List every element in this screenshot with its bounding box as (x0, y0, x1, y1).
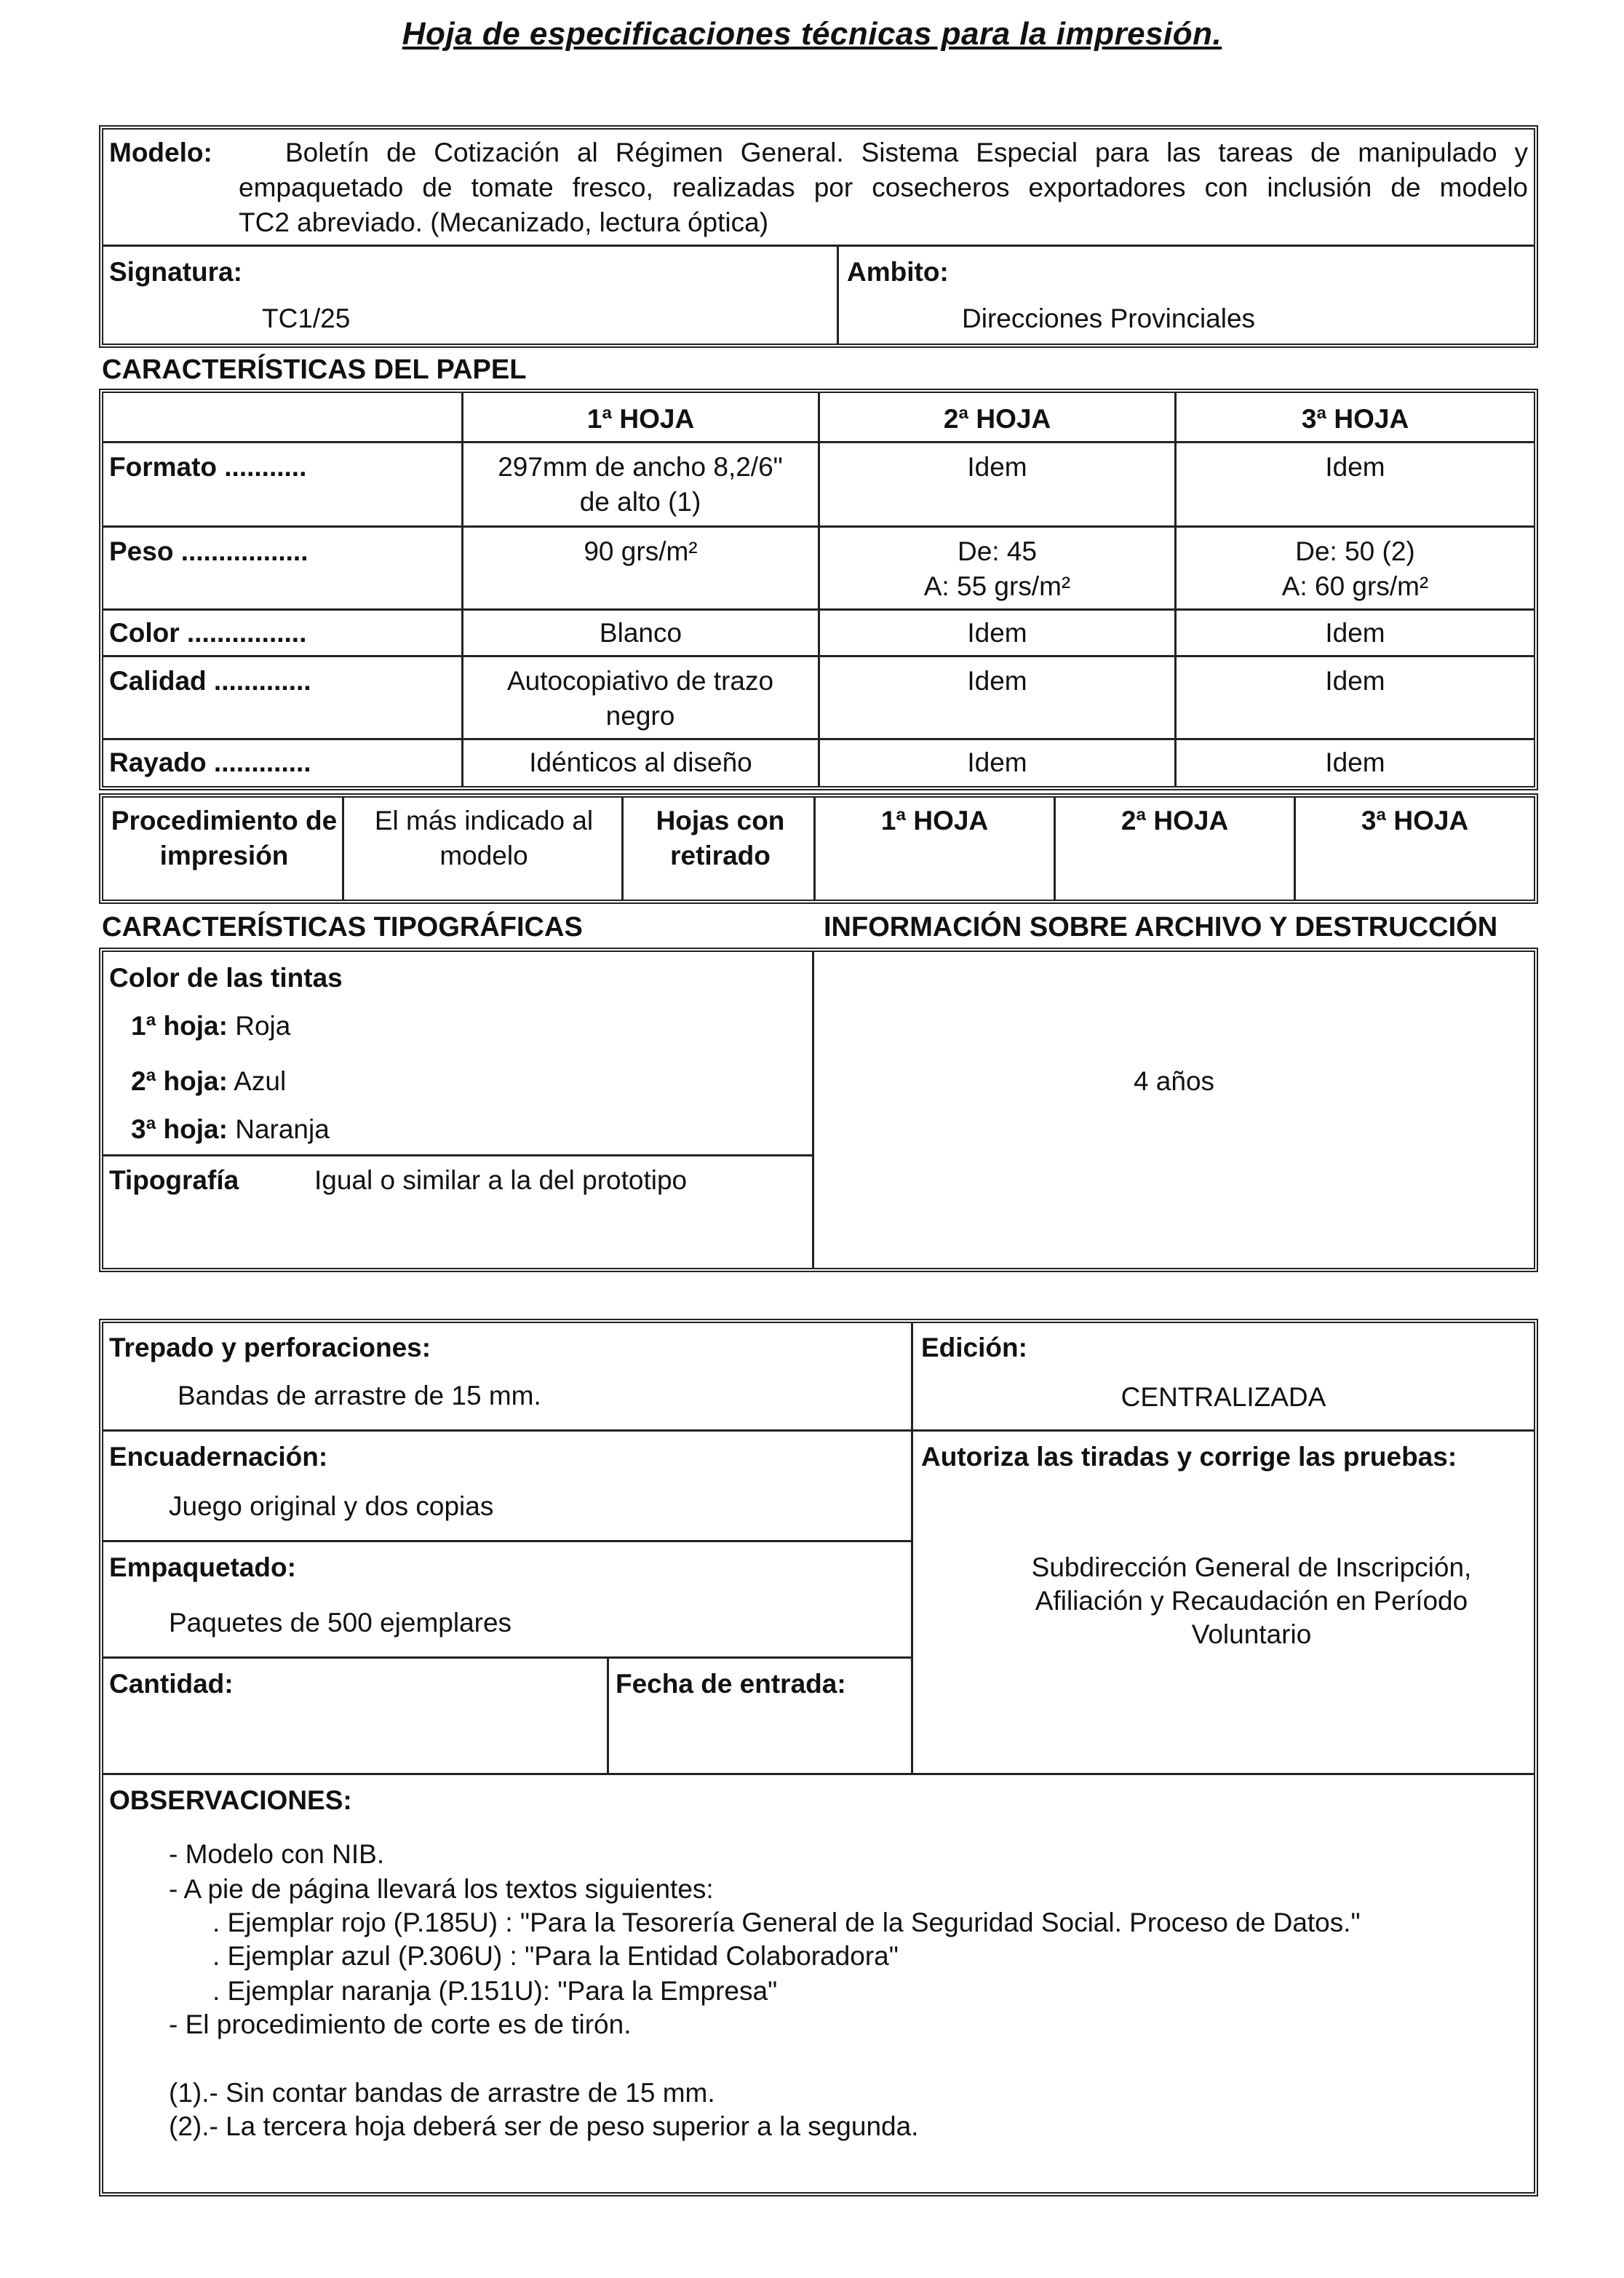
calidad-hoja3: Idem (1325, 666, 1385, 696)
formato-hoja2: Idem (967, 452, 1027, 482)
papel-header-3: 3ª HOJA (1301, 404, 1409, 434)
observacion-line-2: - A pie de página llevará los textos siguientes: (169, 1874, 714, 1904)
signatura-label: Signatura: (109, 257, 242, 287)
edicion-label (921, 1330, 1027, 1365)
autoriza-line-1: Subdirección General de Inscripción, (1031, 1552, 1472, 1582)
edicion-label-text: Edición: (921, 1333, 1027, 1362)
tinta-hoja-2-label: 2ª hoja: (131, 1066, 228, 1096)
encuadernacion-value: Juego original y dos copias (169, 1491, 494, 1521)
tipografia-label: Tipografía (109, 1165, 239, 1195)
papel-heading: CARACTERÍSTICAS DEL PAPEL (102, 354, 527, 385)
impresion-header-2: 2ª HOJA (1121, 806, 1229, 836)
tipografia-value: Igual o similar a la del prototipo (314, 1165, 688, 1195)
signatura-value: TC1/25 (262, 303, 351, 333)
tinta-hoja-2-value: Azul (234, 1066, 287, 1096)
hojas-retirado-label: Hojas con retirado (656, 806, 785, 871)
formato-hoja3: Idem (1325, 452, 1385, 482)
trepado-label: Trepado y perforaciones: (109, 1333, 431, 1362)
observacion-line-7: (1).- Sin contar bandas de arrastre de 15 mm. (169, 2078, 715, 2108)
archivo-value: 4 años (1133, 1066, 1215, 1096)
rayado-hoja1: Idénticos al diseño (529, 747, 752, 777)
fecha-entrada-label: Fecha de entrada: (616, 1669, 846, 1699)
observacion-line-1: - Modelo con NIB. (169, 1839, 385, 1869)
papel-header-1: 1ª HOJA (586, 404, 695, 434)
observacion-line-3: . Ejemplar rojo (P.185U) : "Para la Tesorería General de la Seguridad Social. Proceso de Datos." (212, 1908, 1361, 1937)
trepado-value: Bandas de arrastre de 15 mm. (178, 1381, 541, 1410)
ambito-label: Ambito: (847, 257, 949, 287)
color-label: Color ................ (109, 618, 307, 648)
observaciones-label: OBSERVACIONES: (109, 1785, 352, 1815)
color-hoja3: Idem (1325, 618, 1385, 648)
autoriza-line-3: Voluntario (1191, 1619, 1312, 1649)
modelo-line-1: Boletín de Cotización al Régimen General. Sistema Especial para las tareas de manipulado y (285, 138, 1528, 167)
tinta-hoja-1-label: 1ª hoja: (131, 1011, 228, 1041)
ambito-value: Direcciones Provinciales (962, 303, 1256, 333)
calidad-label: Calidad ............. (109, 666, 311, 696)
color-hoja1: Blanco (599, 618, 682, 648)
tinta-hoja-1 (131, 1009, 290, 1044)
rayado-label: Rayado ............. (109, 747, 311, 777)
rayado-hoja2: Idem (967, 747, 1027, 777)
tinta-hoja-2 (131, 1064, 286, 1099)
peso-hoja3-a: A: 60 grs/m² (1281, 571, 1429, 601)
document-title: Hoja de especificaciones técnicas para la impresión. (402, 16, 1222, 52)
formato-label: Formato ........... (109, 452, 307, 482)
tipograficas-heading: CARACTERÍSTICAS TIPOGRÁFICAS (102, 912, 583, 942)
tinta-hoja-3 (131, 1112, 330, 1147)
color-hoja2: Idem (967, 618, 1027, 648)
modelo-label: Modelo: (109, 138, 212, 167)
rayado-hoja3: Idem (1325, 747, 1385, 777)
observacion-line-5: . Ejemplar naranja (P.151U): "Para la Empresa" (212, 1976, 778, 2006)
autoriza-label: Autoriza las tiradas y corrige las pruebas: (921, 1442, 1457, 1472)
observacion-line-8: (2).- La tercera hoja deberá ser de peso superior a la segunda. (169, 2111, 919, 2141)
tipograficas-table (99, 948, 1538, 1272)
observacion-line-6: - El procedimiento de corte es de tirón. (169, 2009, 632, 2039)
tinta-hoja-1-value: Roja (235, 1011, 291, 1041)
peso-hoja3-de: De: 50 (2) (1295, 536, 1415, 566)
tinta-hoja-3-label: 3ª hoja: (131, 1114, 228, 1144)
observacion-line-4: . Ejemplar azul (P.306U) : "Para la Entidad Colaboradora" (212, 1941, 899, 1971)
tinta-hoja-3-value: Naranja (235, 1114, 330, 1144)
peso-label: Peso ................. (109, 536, 309, 566)
impresion-header-3: 3ª HOJA (1361, 806, 1469, 836)
empaquetado-value: Paquetes de 500 ejemplares (169, 1608, 512, 1638)
cantidad-label: Cantidad: (109, 1669, 234, 1699)
archivo-heading: INFORMACIÓN SOBRE ARCHIVO Y DESTRUCCIÓN (824, 912, 1498, 942)
empaquetado-label: Empaquetado: (109, 1552, 296, 1582)
encuadernacion-label: Encuadernación: (109, 1442, 328, 1472)
papel-header-2: 2ª HOJA (943, 404, 1051, 434)
edicion-value: CENTRALIZADA (1121, 1382, 1326, 1412)
modelo-line-3: TC2 abreviado. (Mecanizado, lectura óptica) (239, 207, 769, 237)
peso-hoja2-de: De: 45 (957, 536, 1037, 566)
autoriza-line-2: Afiliación y Recaudación en Período (1035, 1586, 1468, 1616)
impresion-header-1: 1ª HOJA (880, 806, 989, 836)
peso-hoja1: 90 grs/m² (584, 536, 698, 566)
procedimiento-value: El más indicado al modelo (374, 806, 594, 871)
calidad-hoja1: Autocopiativo de trazo negro (506, 666, 774, 731)
procedimiento-label: Procedimiento de impresión (111, 806, 338, 871)
modelo-line-2: empaquetado de tomate fresco, realizadas por cosecheros exportadores con inclusión de modelo (239, 172, 1528, 202)
color-tintas-label: Color de las tintas (109, 963, 343, 993)
formato-hoja1: 297mm de ancho 8,2/6" de alto (1) (498, 452, 783, 517)
calidad-hoja2: Idem (967, 666, 1027, 696)
peso-hoja2-a: A: 55 grs/m² (923, 571, 1071, 601)
